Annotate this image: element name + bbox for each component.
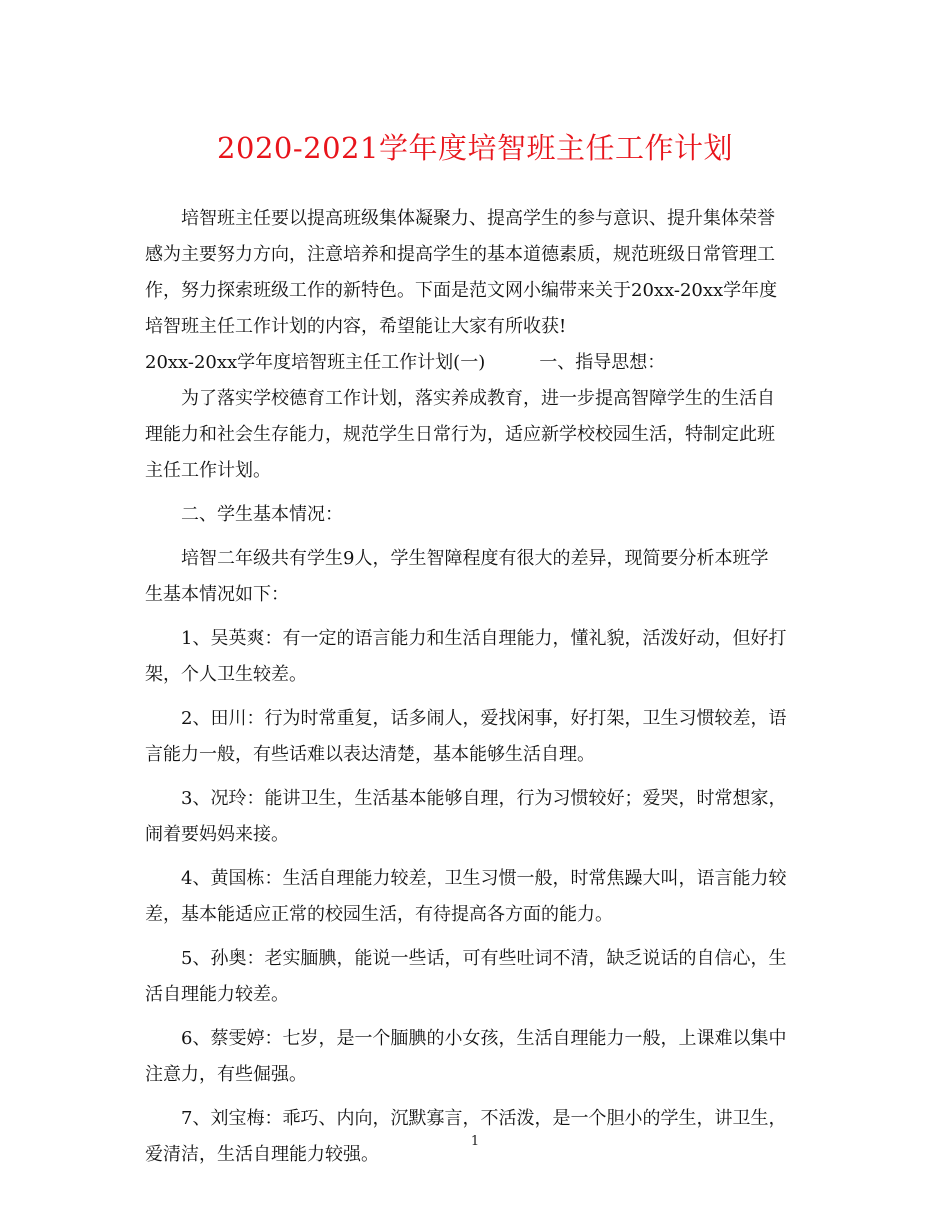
text-line: 5、孙奥：老实腼腆，能说一些话，可有些吐词不清，缺乏说话的自信心，生	[181, 948, 787, 969]
student-entry	[145, 941, 809, 1013]
text-line: 生基本情况如下：	[145, 584, 289, 605]
text-line: 理能力和社会生存能力，规范学生日常行为，适应新学校校园生活，特制定此班	[145, 424, 775, 445]
student-entry	[145, 861, 809, 933]
section-heading: 20xx-20xx学年度培智班主任工作计划(一) 一、指导思想：	[145, 352, 666, 373]
text-line: 4、黄国栋：生活自理能力较差，卫生习惯一般，时常焦躁大叫，语言能力较	[181, 868, 787, 889]
text-line: 培智班主任工作计划的内容，希望能让大家有所收获!	[145, 316, 567, 337]
section2-heading: 二、学生基本情况：	[181, 504, 343, 525]
text-line: 1、吴英爽：有一定的语言能力和生活自理能力，懂礼貌，活泼好动，但好打	[181, 628, 787, 649]
text-line: 闹着要妈妈来接。	[145, 824, 289, 845]
text-line: 7、刘宝梅：乖巧、内向，沉默寡言，不活泼，是一个胆小的学生，讲卫生，	[181, 1108, 787, 1129]
student-entry	[145, 701, 809, 773]
text-line: 差，基本能适应正常的校园生活，有待提高各方面的能力。	[145, 904, 613, 925]
text-line: 培智班主任要以提高班级集体凝聚力、提高学生的参与意识、提升集体荣誉	[181, 208, 775, 229]
overview-paragraph	[145, 541, 809, 613]
page-number: 1	[470, 1134, 480, 1149]
text-line: 2、田川：行为时常重复，话多闹人，爱找闲事，好打架，卫生习惯较差，语	[181, 708, 787, 729]
intro-paragraph	[145, 201, 809, 345]
text-line: 架，个人卫生较差。	[145, 664, 307, 685]
text-line: 为了落实学校德育工作计划，落实养成教育，进一步提高智障学生的生活自	[181, 388, 775, 409]
text-line: 3、况玲：能讲卫生，生活基本能够自理，行为习惯较好；爱哭，时常想家，	[181, 788, 787, 809]
text-line: 作，努力探索班级工作的新特色。下面是范文网小编带来关于20xx-20xx学年度	[145, 280, 778, 301]
text-line: 注意力，有些倔强。	[145, 1064, 307, 1085]
student-entry	[145, 1021, 809, 1093]
document-body	[145, 201, 809, 1173]
text-line: 感为主要努力方向，注意培养和提高学生的基本道德素质，规范班级日常管理工	[145, 244, 775, 265]
document-title: 2020-2021学年度培智班主任工作计划	[217, 131, 733, 165]
student-entry	[145, 781, 809, 853]
text-line: 言能力一般，有些话难以表达清楚，基本能够生活自理。	[145, 744, 595, 765]
guiding-paragraph	[145, 381, 809, 489]
text-line: 6、蔡雯婷：七岁，是一个腼腆的小女孩，生活自理能力一般，上课难以集中	[181, 1028, 787, 1049]
text-line: 主任工作计划。	[145, 460, 271, 481]
student-entry	[145, 621, 809, 693]
text-line: 活自理能力较差。	[145, 984, 289, 1005]
text-line: 培智二年级共有学生9人，学生智障程度有很大的差异，现简要分析本班学	[181, 548, 769, 569]
text-line: 爱清洁，生活自理能力较强。	[145, 1144, 379, 1165]
